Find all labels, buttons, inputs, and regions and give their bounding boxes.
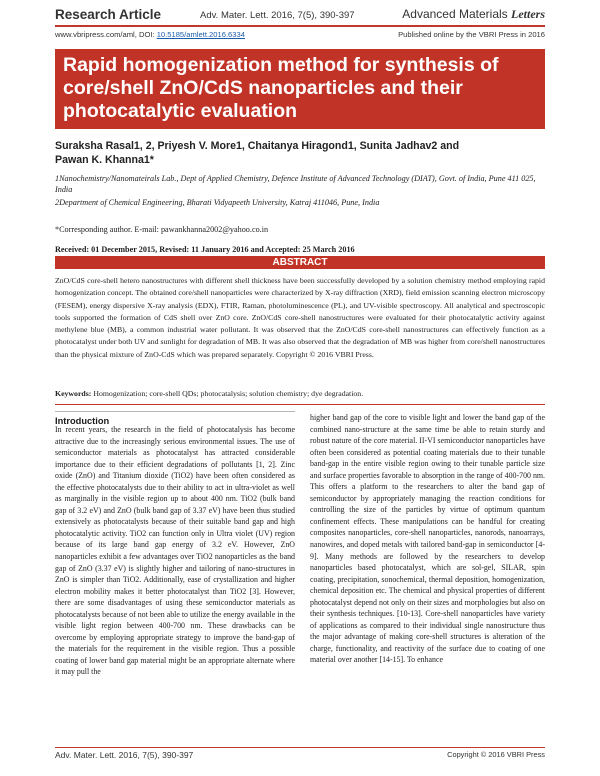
abstract-text: ZnO/CdS core-shell hetero nanostructures with different shell thickness have been successfully developed by a solution chemistry method employing rapid homogenization concept. The obtained core/shell nanoparticles were characterized by X-ray diffraction (XRD), field emission scanning electron microscopy (FESEM), energy dispersive X-ray analysis (EDX), FTIR, Raman, photoluminescence (PL), and UV-visible spectroscopy. All analytical and spectroscopic tools supported the formation of CdS shell over ZnO core. ZnO/CdS core-shell nanostructures were evaluated for their photocatalytic activity against methylene blue (MB), a common industrial water pollutant. It was observed that the ZnO/CdS core-shell nanostructures can effectively function as a photocatalyst under both UV and sunlight for degradation of MB. It was also observed that the degradation of MB was higher from core/shell nanostructures than the physical mixture of ZnO-CdS which was prepared separately. Copyright © 2016 VBRI Press. bbox=[55, 276, 545, 359]
title-banner bbox=[55, 49, 545, 129]
author-list bbox=[55, 139, 545, 167]
doi-link[interactable]: 10.5185/amlett.2016.6334 bbox=[156, 30, 245, 39]
abstract-heading: ABSTRACT bbox=[55, 256, 545, 269]
page-header bbox=[55, 4, 545, 22]
sub-header bbox=[55, 30, 545, 39]
header-citation: Adv. Mater. Lett. 2016, 7(5), 390-397 bbox=[200, 10, 355, 21]
intro-left-column: In recent years, the research in the field of photocatalysis has become attractive due to the increasingly serious environmental issues. The use of semiconductor materials as photocatalyst has attracted considerable importance due to their efficient degradations of pollutants [1, 2]. Zinc oxide (ZnO) and Titanium dioxide (TiO2) have been often considered as the effective photocatalysts due to their ability to act in ultra-violet as well as marginally in the visible region up to about 400 nm. TiO2 (bulk band gap of 3.2 eV) and ZnO (bulk band gap of 3.37 eV) have been thus studied extensively as photocatalysts because of their suitable band gap and high photocatalytic activity. TiO2 can function only in Ultra violet (UV) region because of its large band gap energy of 3.2 eV. However, ZnO nanoparticles exhibit a few advantages over TiO2 nanoparticles as the band gap of ZnO (3.37 eV) is slightly higher and tailoring of nano-structures in ZnO is simpler than TiO2. Additionally, ease of crystallization and higher electron mobility makes it better photocatalyst than TiO2 [3]. However, there are some disadvantages of using these semiconductor materials as photocatalysts because of not been able to utilize the energy available in the visible light region between 400-700 nm. These drawbacks can be overcome by employing appropriate strategy to improve the band-gap of the materials for the requirement in the visible region. Thus a possible coating of lower band gap material might be an appropriate alternate where it may pull the bbox=[55, 425, 295, 677]
paper-title: Rapid homogenization method for synthesis of core/shell ZnO/CdS nanoparticles and their photocatalytic evaluation bbox=[63, 54, 499, 122]
journal-suffix: Letters bbox=[511, 7, 545, 21]
affiliation-1: 1Nanochemistry/Nanomateirals Lab., Dept of Applied Chemistry, Defence Institute of Advanced Technology (DIAT), Govt. of India, Pune 411 025, India bbox=[55, 174, 536, 194]
section-label: Research Article bbox=[55, 7, 162, 22]
corresponding-author: *Corresponding author. E-mail: pawankhanna2002@yahoo.co.in bbox=[55, 225, 269, 234]
keywords-list: Homogenization; core-shell QDs; photocatalysis; solution chemistry; dye degradation. bbox=[91, 389, 364, 398]
page-footer bbox=[55, 750, 545, 760]
footer-citation: Adv. Mater. Lett. 2016, 7(5), 390-397 bbox=[55, 750, 194, 760]
authors-line2: Pawan K. Khanna1* bbox=[55, 154, 154, 166]
authors-line1: Suraksha Rasal1, 2, Priyesh V. More1, Chaitanya Hiragond1, Sunita Jadhav2 and bbox=[55, 140, 460, 152]
affiliation-2: 2Department of Chemical Engineering, Bharati Vidyapeeth University, Katraj 411046, Pune, India bbox=[55, 198, 380, 207]
journal-url: www.vbripress.com/aml, DOI: 10.5185/amlett.2016.6334 bbox=[55, 30, 245, 39]
intro-heading: Introduction bbox=[55, 411, 295, 428]
keywords bbox=[55, 389, 545, 398]
journal-name: Advanced Materials Letters bbox=[402, 7, 545, 21]
header-rule bbox=[55, 25, 545, 27]
intro-right-column: higher band gap of the core to visible light and lower the band gap of the combined nano-structure at the same time be able to retain sturdy and robust nature of the core material. II-VI semiconductor nanoparticles have often been considered as potential coating materials due to their tunable band-gap in the entire visible region owing to their tunable particle size and surface properties favorable to absorption in the range of 400-700 nm. This offers a platform to the researchers to alter the band gap of semiconductor by appropriately managing the reaction conditions for controlling the size of the particles by virtue of optimum quantum confinement effects. These manipulations can be handful for creating composites nanoparticles, core-shell nanoparticles, nanorods, nanoarrays, nanowires, and doped metals with tailored band-gap in semiconductor [4-9]. Many methods are followed by the researchers to develop nanoparticles based photocatalyst, which are sol-gel, SILAR, spin coating, precipitation, sonochemical, thermal deposition, homogenization, chemical deposition etc. The chemical and physical properties of different photocatalyst depend not only on their sizes and morphologies but also on their synthesis techniques. [10-13]. Core-shell nanoparticles have variety of applications as compared to their individual single nanostructure thus the major advantage of making core-shell structures is alteration of the charge, functionality, and reactivity of the surface due to coating of one material over another [14-15]. To enhance bbox=[310, 413, 545, 665]
footer-rule bbox=[55, 747, 545, 748]
footer-copyright: Copyright © 2016 VBRI Press bbox=[447, 750, 545, 759]
keywords-rule bbox=[55, 404, 545, 405]
published-note: Published online by the VBRI Press in 2016 bbox=[398, 30, 545, 39]
keywords-label: Keywords: bbox=[55, 389, 92, 398]
received-dates: Received: 01 December 2015, Revised: 11 January 2016 and Accepted: 25 March 2016 bbox=[55, 245, 355, 254]
